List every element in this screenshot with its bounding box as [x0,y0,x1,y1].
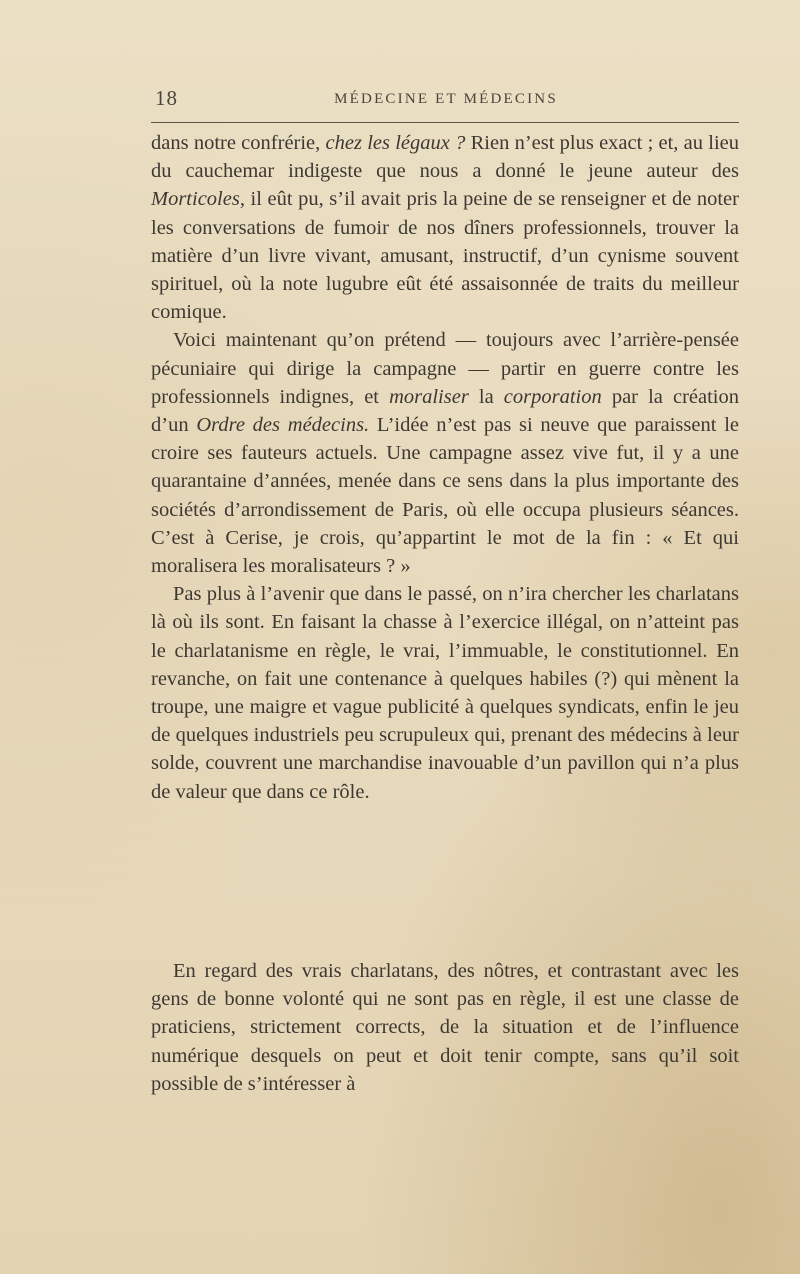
paragraph-1-text-1: dans notre confrérie, [151,132,326,154]
paragraph-2-text-2: la [468,385,504,408]
paragraph-2-text-4: L’idée n’est pas si neuve que paraissent le croire ses fauteurs actuels. Une campagne assez vive fut, il y a une quarantaine d’années, menée dans ce sens dans la plus importante des sociétés d’arrondissement de Paris, où elle occupa plusieurs séances. C’est à Cerise, je crois, qu’appartint le mot de la fin : « Et qui moralisera les moralisateurs ? » [151,414,739,578]
paragraph-3 [151,580,739,806]
page-number: 18 [155,86,178,110]
paragraph-2-italic-2: corporation [503,385,602,408]
running-title: MÉDECINE ET MÉDECINS [334,91,558,107]
paragraph-4-text-1: En regard des vrais charlatans, des nôtres, et contrastant avec les gens de bonne volonté qui ne sont pas en règle, il est une classe de praticiens, strictement corrects, de la situation et de l’influence numérique desquels on peut et doit tenir compte, sans qu’il soit possible de s’intéresser à [151,960,739,1095]
paragraph-1-italic-2: Morticoles, [151,188,245,211]
paragraph-3-text-1: Pas plus à l’avenir que dans le passé, on n’ira chercher les charlatans là où ils sont. En faisant la chasse à l’exercice illégal, on n’atteint pas le charlatanisme en règle, le vrai, l’immuable, le constitutionnel. En revanche, on fait une contenance à quelques habiles (?) qui mènent la troupe, une maigre et vague publicité à quelques syndicats, enfin le jeu de quelques industriels peu scrupuleux qui, prenant des médecins à leur solde, couvrent une marchandise inavouable d’un pavillon qui n’a plus de valeur que dans ce rôle. [151,583,739,803]
paragraph-1-italic-1: chez les légaux ? [325,132,466,154]
text-block-upper [151,129,739,806]
paragraph-2-text-3: par la création d’un [151,385,739,437]
paragraph-1-text-2: Rien n’est plus exact ; et, au lieu du cauchemar indigeste que nous a donné le jeune auteur des [151,132,740,183]
paragraph-1 [151,129,739,326]
text-block-lower [151,957,739,1098]
paragraph-2-italic-3: Ordre des médecins. [196,414,370,437]
page-header [151,86,741,116]
paragraph-4 [151,957,739,1098]
paragraph-1-text-3: il eût pu, s’il avait pris la peine de se renseigner et de noter les conversations de fumoir de nos dîners professionnels, trouver la matière d’un livre vivant, amusant, instructif, d’un cynisme souvent spirituel, où la note lugubre eût été assaisonnée de traits du meilleur comique. [151,188,739,324]
paragraph-2 [151,326,739,580]
paragraph-2-italic-1: moraliser [389,385,469,408]
header-rule [151,122,739,123]
paragraph-2-text-1: Voici maintenant qu’on prétend — toujours avec l’arrière-pensée pécuniaire qui dirige la campagne — partir en guerre contre les professionnels indignes, et [151,329,739,408]
